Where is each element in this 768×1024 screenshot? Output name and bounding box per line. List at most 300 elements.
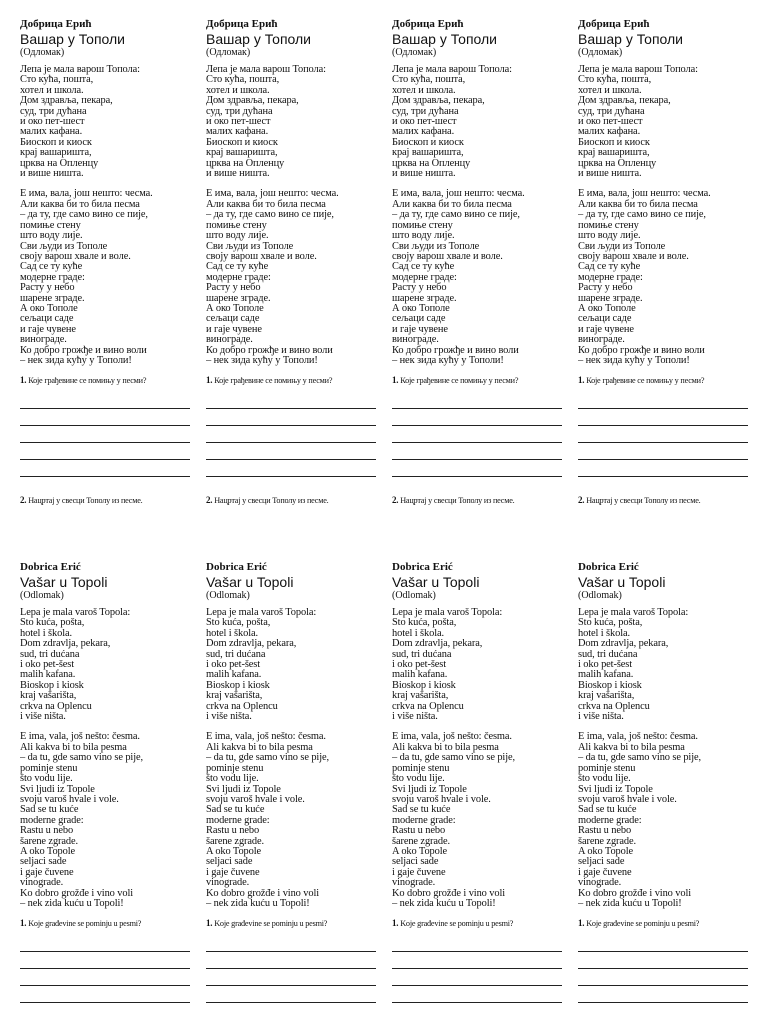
poem-line: Ali kakva bi to bila pesma [20,741,127,753]
poem-line: Сад се ту куће [392,261,455,273]
poem-line: Sad se tu kuće [392,804,451,816]
answer-line[interactable] [20,986,190,1003]
answer-line[interactable] [578,392,748,409]
poem-line: i gaje čuvene [206,866,260,878]
poem-line: kraj vašarišta, [20,690,77,702]
poem-line: Лепа је мала варош Топола: [20,64,140,75]
poem-line: Лепа је мала варош Топола: [578,64,698,75]
answer-line[interactable] [578,460,748,477]
poem-line: svoju varoš hvale i vole. [20,793,119,805]
poem-line: Sto kuća, pošta, [578,617,643,629]
question-number: 2. [20,495,27,506]
question-1 [392,918,564,929]
poem-line: шарене зграде. [20,292,85,304]
answer-line[interactable] [206,986,376,1003]
poem-line: šarene zgrade. [578,835,637,847]
poem-line: винограде. [392,334,439,346]
question-2 [578,495,750,506]
poem-line: и више ништа. [392,168,456,180]
poem-line: црква на Опленцу [578,157,657,169]
poem-line: i gaje čuvene [392,866,446,878]
question-1 [206,375,378,386]
poem-line: E ima, vala, još nešto: česma. [20,731,140,743]
poem-line: хотел и школа. [578,84,642,96]
poem-line: црква на Опленцу [20,157,99,169]
poem-line: A oko Topole [578,845,634,857]
poem-line: модерне граде: [20,271,85,283]
poem-title: Вашар у Тополи [578,31,683,47]
answer-line[interactable] [206,426,376,443]
poem-line: Ko dobro grožđe i vino voli [20,887,134,899]
poem-line: своју варош хвале и воле. [392,250,503,262]
poem-line: Dom zdravlja, pekara, [392,638,483,650]
poem-line: суд, три дућана [20,105,87,117]
question-1 [578,918,750,929]
poem-body [20,608,192,909]
poem-line: svoju varoš hvale i vole. [206,793,305,805]
answer-lines [206,935,378,1003]
poem-line: малих кафана. [392,126,455,138]
answer-line[interactable] [20,426,190,443]
poem-line: Sad se tu kuće [20,804,79,816]
author-name: Dobrica Erić [20,561,81,573]
question-number: 2. [578,495,585,506]
poem-line: seljaci sade [578,856,625,868]
answer-line[interactable] [206,969,376,986]
poem-line: Сад се ту куће [20,261,83,273]
poem-line: crkva na Oplencu [578,700,650,712]
poem-line: Дом здравља, пекара, [578,95,671,107]
poem-line: своју варош хвале и воле. [20,250,131,262]
poem-line: i više ništa. [392,711,438,723]
answer-line[interactable] [206,392,376,409]
poem-line: Rastu u nebo [20,825,74,837]
poem-body [392,608,564,909]
poem-line: Sad se tu kuće [206,804,265,816]
poem-line: – да ту, где само вино се пије, [20,209,148,221]
question-text: Koje građevine se pominju u pesmi? [214,919,328,929]
poem-line: sud, tri dućana [206,648,266,660]
poem-line: – да ту, где само вино се пије, [578,209,706,221]
poem-line: Lepa je mala varoš Topola: [206,607,317,618]
poem-line: Sto kuća, pošta, [206,617,271,629]
poem-line: Сви људи из Тополе [392,240,480,252]
poem-line: Е има, вала, још нешто: чесма. [392,188,525,200]
poem-line: vinograde. [392,877,436,889]
question-1 [392,375,564,386]
answer-line[interactable] [578,969,748,986]
poem-line: А око Тополе [206,302,264,314]
poem-line: Bioskop i kiosk [20,679,84,691]
poem-line: и гаје чувене [578,323,634,335]
poem-line: помиње стену [578,219,639,231]
poem-line: крај вашаришта, [20,147,92,159]
author-name: Dobrica Erić [578,561,639,573]
question-number: 1. [392,375,399,386]
poem-line: moderne grade: [206,814,270,826]
question-2 [206,495,378,506]
poem-line: hotel i škola. [392,627,444,639]
poem-line: помиње стену [392,219,453,231]
poem-line: Расту у небо [20,282,75,294]
poem-line: Дом здравља, пекара, [20,95,113,107]
poem-line: сељаци саде [392,313,446,325]
poem-line: E ima, vala, još nešto: česma. [206,731,326,743]
author-name: Добрица Ерић [206,18,278,30]
answer-line[interactable] [392,460,562,477]
poem-line: модерне граде: [578,271,643,283]
poem-line: malih kafana. [206,669,262,681]
poem-line: – нек зида кућу у Тополи! [206,354,318,366]
poem-body [578,65,750,366]
poem-line: и око пет-шест [206,116,271,128]
answer-line[interactable] [20,443,190,460]
poem-line: vinograde. [20,877,64,889]
answer-line[interactable] [392,426,562,443]
poem-line: seljaci sade [392,856,439,868]
poem-line: – нек зида кућу у Тополи! [578,354,690,366]
poem-line: kraj vašarišta, [206,690,263,702]
answer-line[interactable] [20,409,190,426]
answer-line[interactable] [392,443,562,460]
answer-line[interactable] [206,443,376,460]
poem-body [206,65,378,366]
poem-subtitle: (Одломак) [392,47,437,58]
author-name: Dobrica Erić [206,561,267,573]
poem-subtitle: (Odlomak) [578,590,622,601]
poem-line: kraj vašarišta, [392,690,449,702]
poem-line: и гаје чувене [206,323,262,335]
poem-line: Е има, вала, још нешто: чесма. [578,188,711,200]
question-text: Нацртај у свесци Тополу из песме. [214,496,329,506]
poem-line: А око Тополе [578,302,636,314]
answer-line[interactable] [206,460,376,477]
poem-line: Dom zdravlja, pekara, [578,638,669,650]
worksheet-cell-cyrillic [206,18,378,506]
poem-line: – да ту, где само вино се пије, [206,209,334,221]
poem-line: i gaje čuvene [20,866,74,878]
poem-line: Ko dobro grožđe i vino voli [206,887,320,899]
poem-line: pominje stenu [20,762,78,774]
answer-lines [578,935,750,1003]
poem-line: pominje stenu [206,762,264,774]
answer-line[interactable] [578,986,748,1003]
poem-line: E ima, vala, još nešto: česma. [392,731,512,743]
question-text: Које грађевине се помињу у песми? [586,376,705,386]
question-text: Нацртај у свесци Тополу из песме. [28,496,143,506]
poem-line: Svi ljudi iz Topole [20,783,95,795]
worksheet-cell-latin [206,561,378,1003]
poem-line: kraj vašarišta, [578,690,635,702]
poem-line: Rastu u nebo [578,825,632,837]
answer-line[interactable] [20,460,190,477]
poem-line: помиње стену [20,219,81,231]
poem-line: Сто кућа, пошта, [20,74,94,86]
answer-line[interactable] [392,969,562,986]
answer-line[interactable] [392,392,562,409]
poem-line: крај вашаришта, [578,147,650,159]
poem-line: A oko Topole [206,845,262,857]
answer-line[interactable] [578,426,748,443]
poem-title: Вашар у Тополи [392,31,497,47]
answer-lines [392,935,564,1003]
question-1 [578,375,750,386]
poem-line: што воду лије. [20,230,83,242]
poem-line: Dom zdravlja, pekara, [20,638,111,650]
question-number: 1. [206,375,213,386]
answer-line[interactable] [578,952,748,969]
poem-title: Vašar u Topoli [206,574,294,590]
poem-line: Ко добро грожђе и вино воли [392,344,519,356]
poem-line: Биоскоп и киоск [392,136,464,148]
poem-line: Dom zdravlja, pekara, [206,638,297,650]
poem-line: Svi ljudi iz Topole [206,783,281,795]
question-number: 2. [392,495,399,506]
poem-line: модерне граде: [206,271,271,283]
question-number: 1. [392,918,399,929]
poem-line: A oko Topole [392,845,448,857]
poem-line: Bioskop i kiosk [206,679,270,691]
answer-line[interactable] [206,409,376,426]
poem-line: što vodu lije. [392,773,445,785]
poem-line: hotel i škola. [20,627,72,639]
author-name: Добрица Ерић [578,18,650,30]
poem-line: Ali kakva bi to bila pesma [392,741,499,753]
poem-line: и гаје чувене [392,323,448,335]
poem-line: moderne grade: [578,814,642,826]
poem-line: Ко добро грожђе и вино воли [578,344,705,356]
poem-line: – da tu, gde samo vino se pije, [20,752,144,764]
poem-line: помиње стену [206,219,267,231]
poem-line: Ko dobro grožđe i vino voli [578,887,692,899]
poem-title: Вашар у Тополи [20,31,125,47]
poem-line: и више ништа. [206,168,270,180]
poem-line: Али каква би то била песма [206,198,326,210]
poem-line: Svi ljudi iz Topole [578,783,653,795]
worksheet-cell-latin [392,561,564,1003]
question-1 [206,918,378,929]
poem-line: сељаци саде [206,313,260,325]
answer-lines [20,392,192,477]
poem-line: шарене зграде. [206,292,271,304]
question-2 [20,495,192,506]
answer-line[interactable] [392,409,562,426]
poem-line: и више ништа. [578,168,642,180]
question-text: Које грађевине се помињу у песми? [214,376,333,386]
poem-line: Сад се ту куће [578,261,641,273]
poem-line: хотел и школа. [206,84,270,96]
poem-line: винограде. [20,334,67,346]
answer-line[interactable] [206,935,376,952]
poem-line: malih kafana. [392,669,448,681]
worksheet-cell-latin [20,561,192,1003]
poem-line: moderne grade: [20,814,84,826]
poem-line: – da tu, gde samo vino se pije, [206,752,330,764]
poem-line: своју варош хвале и воле. [578,250,689,262]
poem-line: Сви људи из Тополе [20,240,108,252]
poem-line: Лепа је мала варош Топола: [392,64,512,75]
poem-line: Bioskop i kiosk [578,679,642,691]
poem-line: – nek zida kuću u Topoli! [20,897,124,909]
poem-line: што воду лије. [392,230,455,242]
answer-line[interactable] [578,409,748,426]
poem-line: шарене зграде. [578,292,643,304]
poem-line: сељаци саде [20,313,74,325]
poem-line: malih kafana. [578,669,634,681]
poem-line: суд, три дућана [206,105,273,117]
poem-line: Ко добро грожђе и вино воли [206,344,333,356]
poem-line: што воду лије. [578,230,641,242]
poem-line: своју варош хвале и воле. [206,250,317,262]
poem-line: hotel i škola. [578,627,630,639]
poem-line: Сви људи из Тополе [206,240,294,252]
answer-line[interactable] [20,969,190,986]
poem-line: malih kafana. [20,669,76,681]
question-text: Које грађевине се помињу у песми? [28,376,147,386]
poem-subtitle: (Odlomak) [20,590,64,601]
poem-line: hotel i škola. [206,627,258,639]
poem-line: крај вашаришта, [392,147,464,159]
poem-line: Lepa je mala varoš Topola: [392,607,503,618]
answer-line[interactable] [206,952,376,969]
poem-line: Али каква би то била песма [578,198,698,210]
poem-line: А око Тополе [392,302,450,314]
poem-line: svoju varoš hvale i vole. [392,793,491,805]
answer-lines [392,392,564,477]
poem-line: Расту у небо [206,282,261,294]
question-text: Koje građevine se pominju u pesmi? [28,919,142,929]
poem-line: i oko pet-šest [392,659,447,671]
question-number: 1. [578,918,585,929]
poem-line: i oko pet-šest [578,659,633,671]
poem-line: Расту у небо [578,282,633,294]
poem-subtitle: (Одломак) [578,47,623,58]
poem-line: Ali kakva bi to bila pesma [578,741,685,753]
poem-line: što vodu lije. [578,773,631,785]
worksheet-cell-cyrillic [578,18,750,506]
poem-line: Сви људи из Тополе [578,240,666,252]
poem-line: E ima, vala, još nešto: česma. [578,731,698,743]
poem-line: Сто кућа, пошта, [392,74,466,86]
poem-line: Расту у небо [392,282,447,294]
poem-line: Ali kakva bi to bila pesma [206,741,313,753]
worksheet-cell-cyrillic [20,18,192,506]
question-1 [20,375,192,386]
question-1 [20,918,192,929]
answer-line[interactable] [578,935,748,952]
answer-line[interactable] [20,952,190,969]
poem-line: Ко добро грожђе и вино воли [20,344,147,356]
question-text: Које грађевине се помињу у песми? [400,376,519,386]
answer-line[interactable] [392,952,562,969]
question-text: Koje građevine se pominju u pesmi? [400,919,514,929]
poem-line: i oko pet-šest [20,659,75,671]
answer-line[interactable] [392,986,562,1003]
question-number: 1. [578,375,585,386]
question-text: Koje građevine se pominju u pesmi? [586,919,700,929]
answer-lines [20,935,192,1003]
poem-line: – нек зида кућу у Тополи! [20,354,132,366]
answer-lines [206,392,378,477]
poem-line: crkva na Oplencu [20,700,92,712]
poem-subtitle: (Одломак) [20,47,65,58]
poem-line: Дом здравља, пекара, [392,95,485,107]
author-name: Dobrica Erić [392,561,453,573]
poem-line: i više ništa. [578,711,624,723]
poem-line: seljaci sade [206,856,253,868]
poem-line: što vodu lije. [206,773,259,785]
poem-line: малих кафана. [206,126,269,138]
poem-subtitle: (Odlomak) [206,590,250,601]
poem-line: vinograde. [206,877,250,889]
poem-line: – nek zida kuću u Topoli! [578,897,682,909]
poem-line: и око пет-шест [578,116,643,128]
poem-line: хотел и школа. [392,84,456,96]
answer-line[interactable] [392,935,562,952]
poem-line: – nek zida kuću u Topoli! [392,897,496,909]
poem-line: шарене зграде. [392,292,457,304]
answer-line[interactable] [20,935,190,952]
poem-line: šarene zgrade. [392,835,451,847]
poem-line: sud, tri dućana [392,648,452,660]
poem-line: – нек зида кућу у Тополи! [392,354,504,366]
worksheet-cell-cyrillic [392,18,564,506]
poem-subtitle: (Odlomak) [392,590,436,601]
poem-line: – nek zida kuću u Topoli! [206,897,310,909]
poem-line: Сад се ту куће [206,261,269,273]
poem-line: pominje stenu [392,762,450,774]
poem-line: Rastu u nebo [206,825,260,837]
poem-line: Sad se tu kuće [578,804,637,816]
question-text: Нацртај у свесци Тополу из песме. [586,496,701,506]
answer-line[interactable] [578,443,748,460]
poem-line: i više ništa. [206,711,252,723]
poem-line: Bioskop i kiosk [392,679,456,691]
poem-title: Вашар у Тополи [206,31,311,47]
poem-body [578,608,750,909]
poem-line: Е има, вала, још нешто: чесма. [20,188,153,200]
poem-line: хотел и школа. [20,84,84,96]
poem-line: малих кафана. [20,126,83,138]
poem-line: Е има, вала, још нешто: чесма. [206,188,339,200]
poem-line: Lepa je mala varoš Topola: [20,607,131,618]
poem-line: крај вашаришта, [206,147,278,159]
poem-body [20,65,192,366]
poem-title: Vašar u Topoli [392,574,480,590]
author-name: Добрица Ерић [20,18,92,30]
poem-line: и око пет-шест [392,116,457,128]
poem-line: i više ništa. [20,711,66,723]
question-number: 2. [206,495,213,506]
question-number: 1. [20,375,27,386]
question-number: 1. [206,918,213,929]
poem-line: сељаци саде [578,313,632,325]
author-name: Добрица Ерић [392,18,464,30]
question-2 [392,495,564,506]
poem-line: i oko pet-šest [206,659,261,671]
poem-line: и око пет-шест [20,116,85,128]
poem-line: sud, tri dućana [578,648,638,660]
poem-line: crkva na Oplencu [392,700,464,712]
poem-body [206,608,378,909]
poem-line: и више ништа. [20,168,84,180]
poem-line: суд, три дућана [578,105,645,117]
poem-line: црква на Опленцу [206,157,285,169]
poem-body [392,65,564,366]
question-text: Нацртај у свесци Тополу из песме. [400,496,515,506]
answer-line[interactable] [20,392,190,409]
poem-line: суд, три дућана [392,105,459,117]
